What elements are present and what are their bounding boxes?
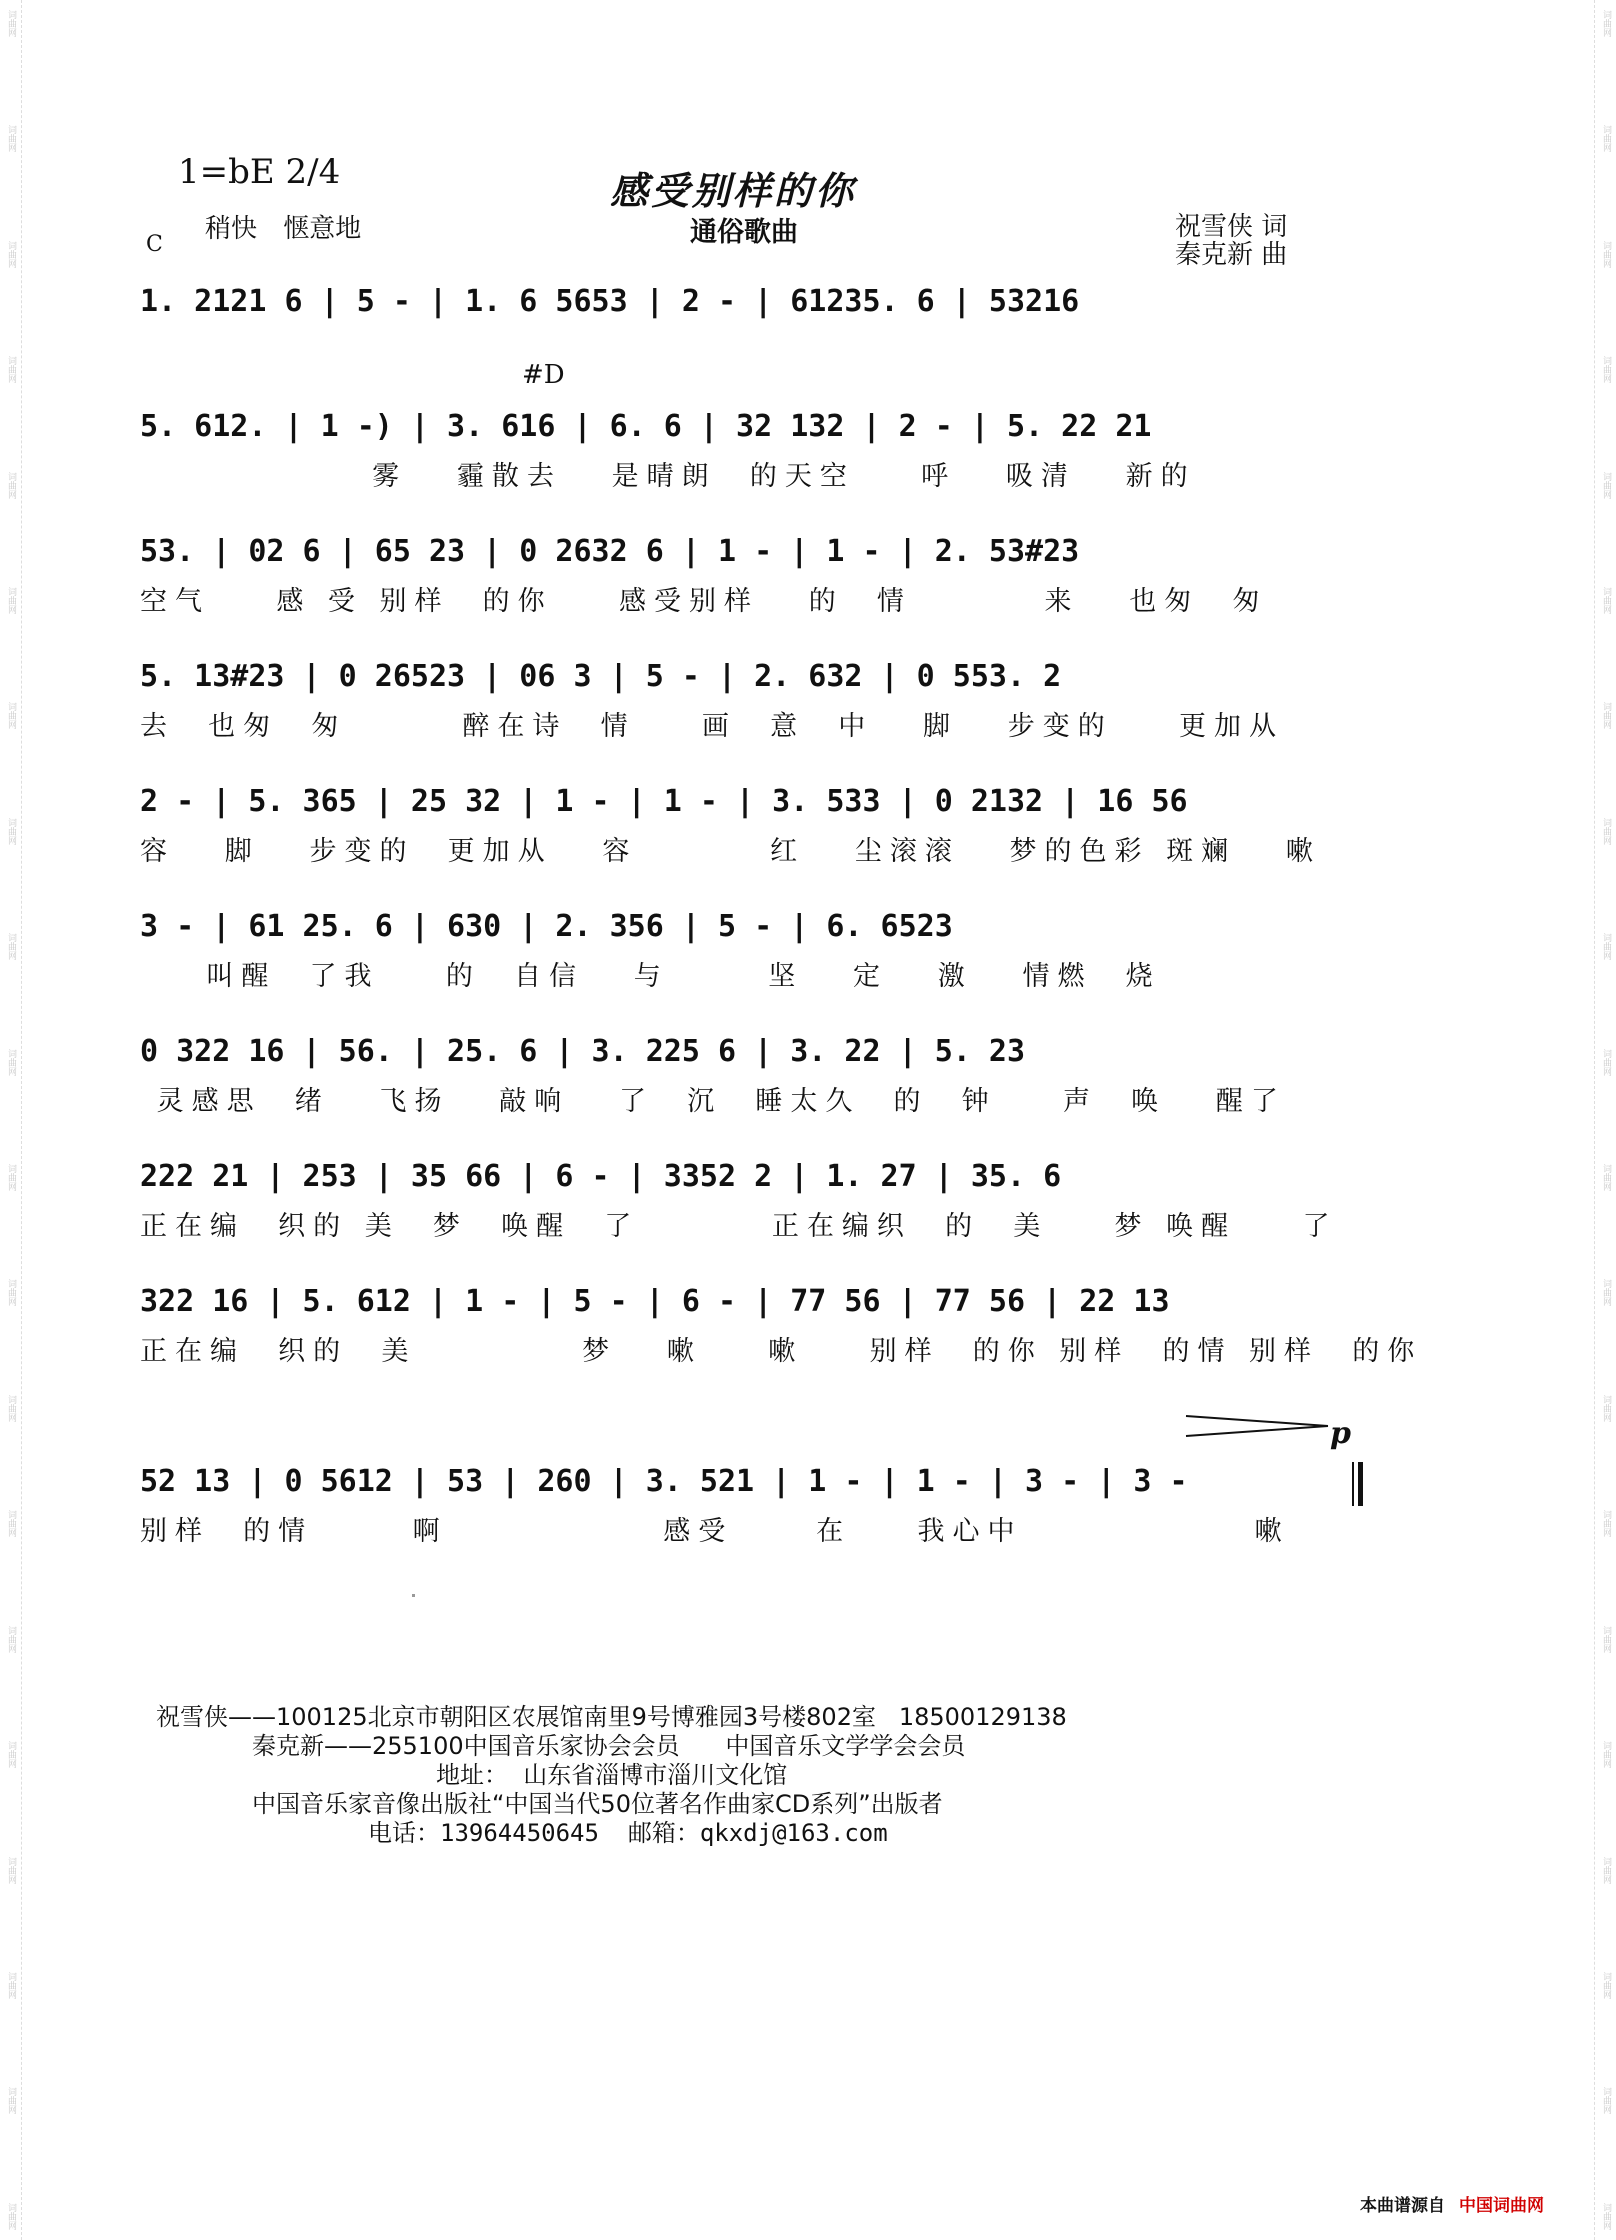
contact-footer	[140, 1703, 1067, 1848]
footer-line-address: 地址： 山东省淄博市淄川文化馆	[436, 1761, 788, 1789]
watermark-text: 词曲网	[6, 1394, 16, 1422]
notation-line: 3 - | 61 25. 6 | 630 | 2. 356 | 5 - | 6. 6523	[140, 909, 953, 944]
watermark-text: 词曲网	[1601, 1741, 1611, 1769]
key-change-mark-d: #D	[522, 360, 565, 390]
watermark-text: 词曲网	[1601, 10, 1611, 37]
score-line-7	[140, 1025, 1450, 1118]
watermark-text: 词曲网	[6, 1048, 16, 1076]
watermark-text: 词曲网	[1601, 1510, 1611, 1538]
watermark-strip-left	[0, 0, 22, 2240]
watermark-text: 词曲网	[6, 1971, 16, 1999]
score-line-8	[140, 1150, 1450, 1243]
notation-line: 53. | 02 6 | 65 23 | 0 2632 6 | 1 - | 1 - | 2. 53#23	[140, 534, 1080, 569]
watermark-text: 词曲网	[6, 1164, 16, 1192]
notation-line: 5. 13#23 | 0 26523 | 06 3 | 5 - | 2. 632 | 0 553. 2	[140, 659, 1062, 694]
decrescendo-marking	[1182, 1412, 1351, 1451]
watermark-text: 词曲网	[1601, 1279, 1611, 1307]
score-line-10	[140, 1455, 1340, 1548]
watermark-text: 词曲网	[1601, 1856, 1611, 1884]
lyric-line: 正在编 织的 美 梦 嗽 嗽 别样 的你 别样 的情 别样 的你	[140, 1336, 1423, 1367]
watermark-text: 词曲网	[6, 471, 16, 499]
notation-line: 2 - | 5. 365 | 25 32 | 1 - | 1 - | 3. 533 | 0 2132 | 16 56	[140, 784, 1188, 819]
tempo-marking: 稍快 惬意地	[205, 214, 362, 244]
watermark-text: 词曲网	[6, 1741, 16, 1769]
watermark-text: 词曲网	[6, 817, 16, 845]
lyric-line: 雾 霾散去 是晴朗 的天空 呼 吸清 新的	[140, 461, 1196, 492]
score-line-5	[140, 775, 1450, 868]
watermark-text: 词曲网	[6, 356, 16, 384]
footer-line-contact: 电话：13964450645 邮箱：qkxdj@163.com	[368, 1819, 888, 1847]
lyric-line: 正在编 织的 美 梦 唤醒 了 正在编织 的 美 梦 唤醒 了	[140, 1211, 1338, 1242]
stray-dot	[412, 1594, 415, 1597]
watermark-text: 词曲网	[6, 702, 16, 730]
watermark-text: 词曲网	[6, 1856, 16, 1884]
watermark-text: 词曲网	[1601, 1394, 1611, 1422]
notation-line: 5. 612. | 1 -) | 3. 616 | 6. 6 | 32 132 | 2 - | 5. 22 21	[140, 409, 1152, 444]
notation-line: 52 13 | 0 5612 | 53 | 260 | 3. 521 | 1 - | 1 - | 3 - | 3 -	[140, 1464, 1188, 1499]
lyric-line: 空气 感 受 别样 的你 感受别样 的 情 来 也匆 匆	[140, 586, 1268, 617]
score-line-6	[140, 900, 1450, 993]
watermark-text: 词曲网	[1601, 702, 1611, 730]
watermark-strip-right	[1594, 0, 1616, 2240]
notation-line: 0 322 16 | 56. | 25. 6 | 3. 225 6 | 3. 22 | 5. 23	[140, 1034, 1026, 1069]
watermark-text: 词曲网	[6, 1510, 16, 1538]
source-credit	[1360, 2191, 1544, 2216]
notation-line: 322 16 | 5. 612 | 1 - | 5 - | 6 - | 77 56 | 77 56 | 22 13	[140, 1284, 1170, 1319]
watermark-text: 词曲网	[6, 240, 16, 268]
lyric-line: 别样 的情 啊 感受 在 我心中 嗽	[140, 1516, 1290, 1547]
watermark-text: 词曲网	[6, 2087, 16, 2115]
key-signature: 1=bE 2/4	[178, 152, 341, 192]
score-line-1	[140, 275, 1450, 329]
footer-line-composer: 秦克新——255100中国音乐家协会会员 中国音乐文学学会会员	[252, 1732, 966, 1760]
final-barline	[1352, 1462, 1364, 1506]
footer-line-publisher: 中国音乐家音像出版社“中国当代50位著名作曲家CD系列”出版者	[252, 1790, 943, 1818]
watermark-text: 词曲网	[1601, 933, 1611, 961]
watermark-text: 词曲网	[1601, 2087, 1611, 2115]
watermark-text: 词曲网	[1601, 1971, 1611, 1999]
decrescendo-hairpin-icon	[1182, 1412, 1332, 1442]
watermark-text: 词曲网	[1601, 1625, 1611, 1653]
watermark-text: 词曲网	[1601, 125, 1611, 153]
key-change-mark-c: C	[146, 232, 163, 257]
watermark-text: 词曲网	[1601, 1164, 1611, 1192]
lyricist-credit: 祝雪侠 词	[1175, 212, 1288, 242]
watermark-text: 词曲网	[1601, 817, 1611, 845]
source-label: 本曲谱源自	[1360, 2196, 1445, 2216]
source-site-link[interactable]: 中国词曲网	[1459, 2196, 1544, 2216]
lyric-line: 去 也匆 匆 醉在诗 情 画 意 中 脚 步变的 更加从	[140, 711, 1285, 742]
score-line-9	[140, 1275, 1450, 1368]
watermark-text: 词曲网	[6, 1279, 16, 1307]
watermark-text: 词曲网	[1601, 2202, 1611, 2230]
watermark-text: 词曲网	[1601, 240, 1611, 268]
watermark-text: 词曲网	[1601, 587, 1611, 615]
watermark-text: 词曲网	[1601, 356, 1611, 384]
piano-dynamic: p	[1330, 1416, 1351, 1451]
score-line-3	[140, 525, 1450, 618]
footer-line-lyricist: 祝雪侠——100125北京市朝阳区农展馆南里9号博雅园3号楼802室 18500129138	[156, 1703, 1067, 1731]
watermark-text: 词曲网	[6, 933, 16, 961]
score-line-2	[140, 400, 1450, 493]
score-line-4	[140, 650, 1450, 743]
composer-credit: 秦克新 曲	[1175, 240, 1288, 270]
lyric-line: 灵感思 绪 飞扬 敲响 了 沉 睡太久 的 钟 声 唤 醒了	[140, 1086, 1286, 1117]
song-title: 感受别样的你	[610, 169, 857, 213]
watermark-text: 词曲网	[6, 1625, 16, 1653]
watermark-text: 词曲网	[6, 125, 16, 153]
watermark-text: 词曲网	[1601, 471, 1611, 499]
notation-line: 1. 2121 6 | 5 - | 1. 6 5653 | 2 - | 61235. 6 | 53216	[140, 284, 1080, 319]
watermark-text: 词曲网	[6, 587, 16, 615]
lyric-line: 叫醒 了我 的 自信 与 坚 定 激 情燃 烧	[140, 961, 1161, 992]
genre-label: 通俗歌曲	[690, 217, 798, 248]
watermark-text: 词曲网	[6, 2202, 16, 2230]
watermark-text: 词曲网	[1601, 1048, 1611, 1076]
lyric-line: 容 脚 步变的 更加从 容 红 尘滚滚 梦的色彩 斑斓 嗽	[140, 836, 1321, 867]
notation-line: 222 21 | 253 | 35 66 | 6 - | 3352 2 | 1. 27 | 35. 6	[140, 1159, 1062, 1194]
watermark-text: 词曲网	[6, 10, 16, 37]
